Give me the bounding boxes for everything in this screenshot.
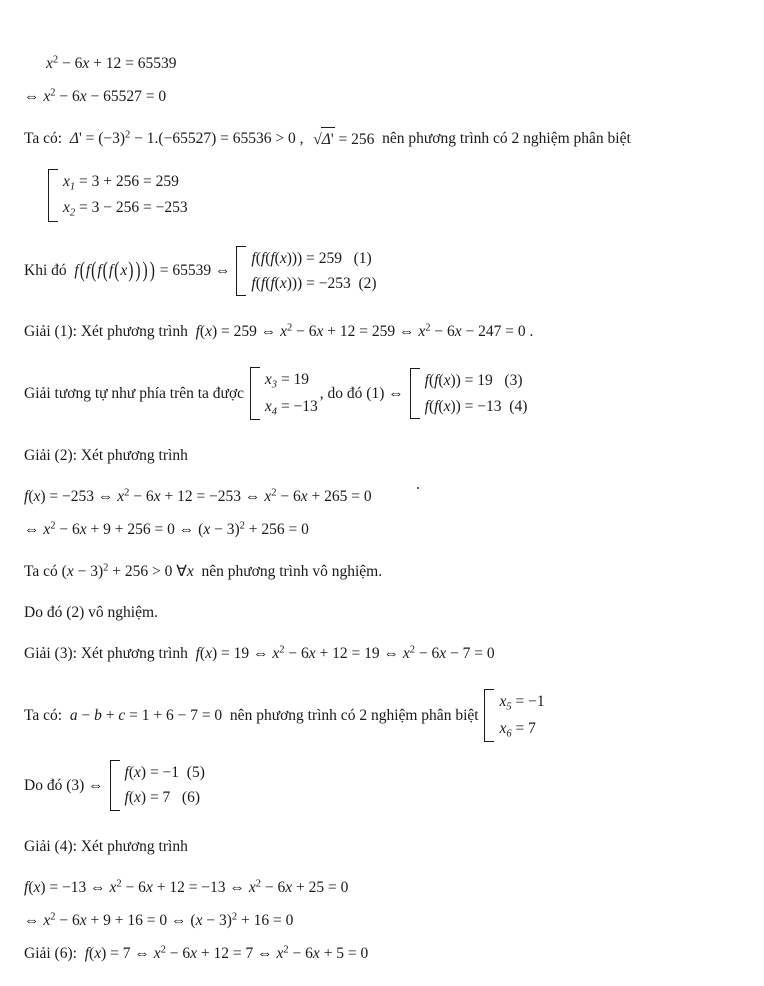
root-x2: $x_2 = 3 - 256 = -253$ <box>63 199 188 219</box>
khi-do-label: Khi đó <box>24 262 75 280</box>
equation-line-1: $x^2 - 6x + 12 = 65539$ <box>46 54 177 72</box>
giai-2-conclusion: Ta có $(x - 3)^2 + 256 > 0$ ∀x nên phương trình vô nghiệm. <box>24 562 383 580</box>
root-x1: $x_1 = 3 + 256 = 259$ <box>63 172 179 193</box>
sqrt-delta: √Δ' = 256 <box>311 127 374 151</box>
giai-2-final: Do đó (2) vô nghiệm. <box>24 603 158 621</box>
root-x5: $x_5 = -1$ <box>499 693 545 713</box>
khi-do-line <box>24 246 742 296</box>
root-x4: $x_4 = -13$ <box>264 397 318 417</box>
stray-dot-mark <box>417 487 419 489</box>
case-2: f(f(f(x))) = −253 (2) <box>251 274 377 292</box>
system-bracket <box>410 368 420 418</box>
system-bracket <box>110 760 120 810</box>
root-x3: $x_3 = 19$ <box>264 371 310 391</box>
giai-6-line: Giải (6): f(x) = 7 ⇔ $x^2 - 6x + 12 = 7$ ⇔ $x^2 - 6x + 5 = 0$ <box>24 944 369 963</box>
giai-2-equation-1: f(x) = −253 ⇔ $x^2 - 6x + 12 = -253$ ⇔ $x^2 - 6x + 265 = 0$ <box>24 487 372 506</box>
do-do-3-label: Do đó (3) ⇔ <box>24 776 108 794</box>
case-3: f(f(x)) = 19 (3) <box>424 372 523 390</box>
case-1: f(f(f(x))) = 259 (1) <box>251 249 372 267</box>
system-cases-3 <box>110 760 205 810</box>
tuong-tu-prefix: Giải tương tự như phía trên ta được <box>24 384 248 402</box>
tuong-tu-line <box>24 367 742 420</box>
giai-2-title: Giải (2): Xét phương trình <box>24 446 188 464</box>
giai-1-line: Giải (1): Xét phương trình f(x) = 259 ⇔ $x^2 - 6x + 12 = 259$ ⇔ $x^2 - 6x - 247 = 0$ . <box>24 322 534 340</box>
equation-line-2: ⇔ $x^2 - 6x - 65527 = 0$ <box>24 87 167 106</box>
giai-4-equation-2: ⇔ $x^2 - 6x + 9 + 16 = 0$ ⇔ $(x - 3)^2 + 16 = 0$ <box>24 911 294 930</box>
delta-prefix: Ta có: <box>24 130 70 147</box>
delta-line <box>24 127 742 151</box>
root-x6: $x_6 = 7$ <box>499 719 536 740</box>
giai-3-abc-line <box>24 689 742 742</box>
document-body <box>24 52 742 976</box>
system-cases-1 <box>236 246 376 296</box>
giai-3-abc-text: Ta có: a − b + c = 1 + 6 − 7 = 0 nên phương trình có 2 nghiệm phân biệt <box>24 707 483 725</box>
giai-3-title: Giải (3): Xét phương trình f(x) = 19 ⇔ $x^2 - 6x + 12 = 19$ ⇔ $x^2 - 6x - 7 = 0$ <box>24 644 495 663</box>
giai-4-equation-1: f(x) = −13 ⇔ $x^2 - 6x + 12 = -13$ ⇔ $x^2 - 6x + 25 = 0$ <box>24 878 349 896</box>
tuong-tu-mid: , do đó (1) ⇔ <box>319 384 408 402</box>
delta-tail: nên phương trình có 2 nghiệm phân biệt <box>374 130 631 147</box>
case-6: f(x) = 7 (6) <box>124 789 201 807</box>
khi-do-expression: f(f(f(f(x) ) ) ) = 65539 ⇔ <box>74 258 235 283</box>
system-bracket <box>484 689 494 742</box>
system-roots-1 <box>48 169 188 222</box>
system-bracket <box>48 169 58 222</box>
system-bracket <box>250 367 260 420</box>
system-cases-2 <box>410 368 528 418</box>
system-roots-2 <box>250 367 318 420</box>
do-do-3-line <box>24 760 742 810</box>
case-4: f(f(x)) = −13 (4) <box>424 397 528 415</box>
giai-4-title: Giải (4): Xét phương trình <box>24 837 188 855</box>
delta-body: $\Delta' = (-3)^2 - 1.(-65527) = 65536 > 0$ , <box>69 129 312 147</box>
system-bracket <box>236 246 246 296</box>
roots-x1-x2 <box>24 169 742 222</box>
case-5: f(x) = −1 (5) <box>124 764 205 782</box>
giai-2-equation-2: ⇔ $x^2 - 6x + 9 + 256 = 0$ ⇔ $(x - 3)^2 + 256 = 0$ <box>24 521 309 539</box>
system-roots-3 <box>484 689 544 742</box>
